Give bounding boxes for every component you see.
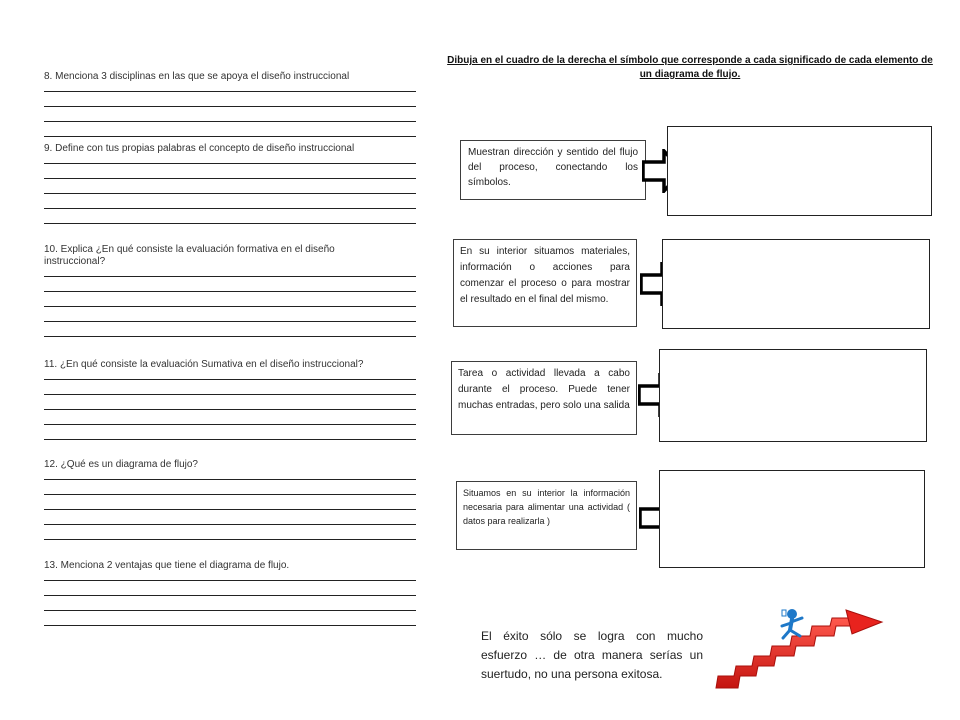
- answer-line[interactable]: [44, 394, 416, 395]
- answer-line[interactable]: [44, 439, 416, 440]
- flowchart-description-data: Situamos en su interior la información necesaria para alimentar una actividad ( datos para realizarla ): [456, 481, 637, 550]
- answer-line[interactable]: [44, 625, 416, 626]
- answer-box-process[interactable]: [659, 349, 927, 442]
- answer-line[interactable]: [44, 509, 416, 510]
- flowchart-description-process: Tarea o actividad llevada a cabo durante el proceso. Puede tener muchas entradas, pero solo una salida: [451, 361, 637, 435]
- question-text: 10. Explica ¿En qué consiste la evaluación formativa en el diseño instruccional?: [44, 244, 335, 267]
- answer-box-lines[interactable]: [667, 126, 932, 216]
- runner-figure: [782, 609, 802, 638]
- answer-line[interactable]: [44, 163, 416, 164]
- answer-line[interactable]: [44, 106, 416, 107]
- question-text: 12. ¿Qué es un diagrama de flujo?: [44, 459, 198, 470]
- instructions-title: Dibuja en el cuadro de la derecha el símbolo que corresponde a cada significado de cada elemento de un diagrama de flujo.: [447, 55, 933, 80]
- question-12: [44, 459, 416, 554]
- question-11: [44, 359, 416, 454]
- answer-line[interactable]: [44, 580, 416, 581]
- answer-line[interactable]: [44, 595, 416, 596]
- answer-line[interactable]: [44, 91, 416, 92]
- question-13: [44, 560, 416, 640]
- answer-line[interactable]: [44, 306, 416, 307]
- answer-line[interactable]: [44, 424, 416, 425]
- answer-line[interactable]: [44, 121, 416, 122]
- answer-line[interactable]: [44, 494, 416, 495]
- question-10: [44, 244, 416, 351]
- flowchart-description-terminal: En su interior situamos materiales, información o acciones para comenzar el proceso o para mostrar el resultado en el final del mismo.: [453, 239, 637, 327]
- answer-line[interactable]: [44, 336, 416, 337]
- answer-line[interactable]: [44, 223, 416, 224]
- success-stairs-illustration: [712, 604, 922, 690]
- answer-line[interactable]: [44, 321, 416, 322]
- question-text: 11. ¿En qué consiste la evaluación Sumativa en el diseño instruccional?: [44, 359, 364, 370]
- answer-line[interactable]: [44, 409, 416, 410]
- answer-line[interactable]: [44, 524, 416, 525]
- answer-line[interactable]: [44, 610, 416, 611]
- question-text: 9. Define con tus propias palabras el concepto de diseño instruccional: [44, 143, 355, 154]
- answer-line[interactable]: [44, 379, 416, 380]
- answer-box-data[interactable]: [659, 470, 925, 568]
- answer-line[interactable]: [44, 276, 416, 277]
- answer-line[interactable]: [44, 539, 416, 540]
- question-9: [44, 143, 416, 238]
- question-text: 13. Menciona 2 ventajas que tiene el diagrama de flujo.: [44, 560, 290, 571]
- motivational-quote: El éxito sólo se logra con mucho esfuerzo … de otra manera serías un suertudo, no una persona exitosa.: [481, 629, 703, 681]
- answer-line[interactable]: [44, 178, 416, 179]
- question-text: 8. Menciona 3 disciplinas en las que se apoya el diseño instruccional: [44, 71, 350, 82]
- answer-box-terminal[interactable]: [662, 239, 930, 329]
- answer-line[interactable]: [44, 208, 416, 209]
- answer-line[interactable]: [44, 136, 416, 137]
- answer-line[interactable]: [44, 291, 416, 292]
- question-8: [44, 71, 416, 151]
- answer-line[interactable]: [44, 479, 416, 480]
- answer-line[interactable]: [44, 193, 416, 194]
- flowchart-description-lines: Muestran dirección y sentido del flujo del proceso, conectando los símbolos.: [460, 140, 646, 200]
